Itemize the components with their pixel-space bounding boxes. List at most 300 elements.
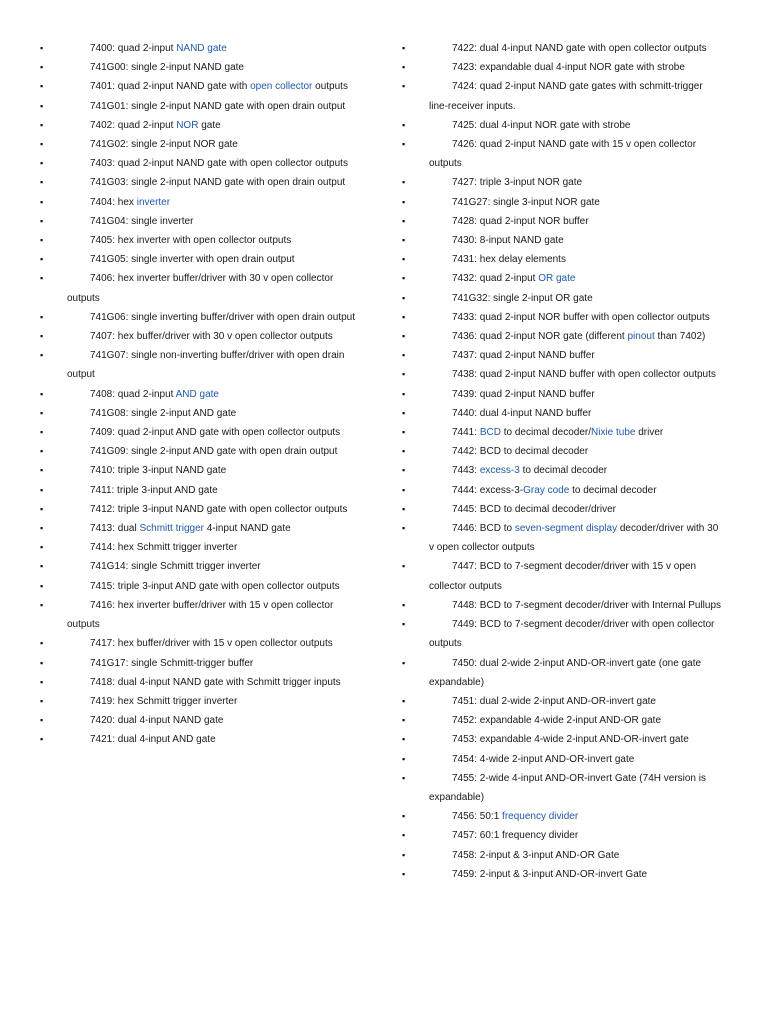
list-item bbox=[402, 58, 722, 77]
bullet-icon: ▪ bbox=[40, 196, 44, 207]
text-run: 741G08: single 2-input AND gate bbox=[90, 407, 237, 419]
list-item bbox=[402, 116, 722, 135]
list-item bbox=[402, 404, 722, 423]
list-item bbox=[40, 58, 360, 77]
list-item-text bbox=[429, 461, 722, 480]
text-run: 7457: 60:1 frequency divider bbox=[452, 830, 579, 842]
list-item bbox=[402, 173, 722, 192]
bullet-icon: ▪ bbox=[402, 503, 406, 514]
list-item bbox=[402, 365, 722, 384]
bullet-icon: ▪ bbox=[40, 407, 44, 418]
list-item-text bbox=[429, 865, 722, 884]
bullet-icon: ▪ bbox=[402, 62, 406, 73]
wiki-link[interactable]: excess-3 bbox=[479, 465, 520, 477]
bullet-icon: ▪ bbox=[40, 465, 44, 476]
list-item-text bbox=[429, 807, 722, 826]
wiki-link[interactable]: BCD bbox=[479, 427, 501, 439]
list-item bbox=[40, 634, 360, 653]
text-run: 7456: 50:1 bbox=[452, 811, 503, 823]
list-item bbox=[402, 519, 722, 557]
bullet-icon: ▪ bbox=[40, 715, 44, 726]
list-item bbox=[402, 557, 722, 595]
list-item-text bbox=[67, 481, 360, 500]
wiki-link[interactable]: frequency divider bbox=[502, 811, 579, 823]
list-item bbox=[402, 39, 722, 58]
bullet-icon: ▪ bbox=[402, 43, 406, 53]
bullet-icon: ▪ bbox=[40, 331, 44, 342]
text-run: 7446: BCD to bbox=[452, 523, 515, 535]
list-item bbox=[402, 308, 722, 327]
text-run: 7406: hex inverter buffer/driver with 30 v open collector outputs bbox=[67, 273, 334, 304]
bullet-icon: ▪ bbox=[40, 139, 44, 150]
list-item bbox=[40, 154, 360, 173]
bullet-icon: ▪ bbox=[40, 676, 44, 687]
bullet-icon: ▪ bbox=[40, 561, 44, 572]
list-item-text bbox=[429, 289, 722, 308]
list-item bbox=[40, 461, 360, 480]
bullet-icon: ▪ bbox=[40, 273, 44, 284]
bullet-icon: ▪ bbox=[402, 177, 406, 188]
text-run: 7431: hex delay elements bbox=[452, 254, 566, 266]
list-item-text bbox=[67, 730, 360, 749]
bullet-icon: ▪ bbox=[402, 350, 406, 361]
list-item-text bbox=[429, 750, 722, 769]
text-run: 7447: BCD to 7-segment decoder/driver with 15 v open collector outputs bbox=[429, 561, 697, 592]
bullet-icon: ▪ bbox=[402, 657, 406, 668]
text-run: 7425: dual 4-input NOR gate with strobe bbox=[452, 119, 631, 131]
text-run: 7438: quad 2-input NAND buffer with open collector outputs bbox=[452, 369, 716, 381]
wiki-link[interactable]: inverter bbox=[136, 196, 171, 208]
bullet-icon: ▪ bbox=[40, 43, 44, 53]
bullet-icon: ▪ bbox=[402, 446, 406, 457]
text-run: 7453: expandable 4-wide 2-input AND-OR-invert gate bbox=[452, 734, 689, 746]
list-item-text bbox=[67, 250, 360, 269]
bullet-icon: ▪ bbox=[40, 580, 44, 591]
list-item-text bbox=[429, 135, 722, 173]
bullet-icon: ▪ bbox=[402, 830, 406, 841]
list-item-text bbox=[67, 442, 360, 461]
list-item-text bbox=[429, 519, 722, 557]
list-item-text bbox=[429, 711, 722, 730]
list-item-text bbox=[67, 692, 360, 711]
list-item bbox=[40, 654, 360, 673]
list-item bbox=[40, 385, 360, 404]
bullet-icon: ▪ bbox=[402, 849, 406, 860]
list-item-text bbox=[67, 231, 360, 250]
list-item-text bbox=[67, 557, 360, 576]
list-item bbox=[40, 250, 360, 269]
text-run: 7449: BCD to 7-segment decoder/driver with open collector outputs bbox=[429, 619, 715, 650]
text-run: 7405: hex inverter with open collector outputs bbox=[90, 235, 292, 247]
bullet-icon: ▪ bbox=[40, 542, 44, 553]
list-item bbox=[402, 269, 722, 288]
list-item bbox=[40, 557, 360, 576]
list-item bbox=[402, 692, 722, 711]
list-item-text bbox=[429, 423, 722, 442]
text-run: 7450: dual 2-wide 2-input AND-OR-invert gate (one gate expandable) bbox=[429, 657, 702, 688]
list-item-text bbox=[67, 654, 360, 673]
wiki-link[interactable]: NAND gate bbox=[176, 43, 227, 54]
list-item-text bbox=[67, 154, 360, 173]
list-item-text bbox=[429, 365, 722, 384]
list-item bbox=[402, 212, 722, 231]
list-item-text bbox=[67, 327, 360, 346]
text-run: 7427: triple 3-input NOR gate bbox=[452, 177, 583, 189]
bullet-icon: ▪ bbox=[402, 254, 406, 265]
bullet-icon: ▪ bbox=[402, 331, 406, 342]
wiki-link[interactable]: NOR bbox=[176, 119, 199, 131]
bullet-icon: ▪ bbox=[40, 254, 44, 265]
bullet-icon: ▪ bbox=[40, 215, 44, 226]
wiki-link[interactable]: Gray code bbox=[523, 484, 570, 496]
text-run: 7430: 8-input NAND gate bbox=[452, 235, 564, 247]
list-item bbox=[402, 327, 722, 346]
list-item bbox=[40, 730, 360, 749]
list-item bbox=[402, 135, 722, 173]
list-item bbox=[40, 212, 360, 231]
list-item-text bbox=[67, 269, 360, 307]
text-run: 7451: dual 2-wide 2-input AND-OR-invert gate bbox=[452, 695, 656, 707]
text-run: 7413: dual bbox=[90, 523, 140, 535]
list-item-text bbox=[429, 327, 722, 346]
list-item-text bbox=[429, 500, 722, 519]
text-run: 7401: quad 2-input NAND gate with bbox=[90, 81, 251, 93]
text-run: 7422: dual 4-input NAND gate with open collector outputs bbox=[452, 43, 707, 54]
list-item-text bbox=[67, 385, 360, 404]
list-item bbox=[40, 519, 360, 538]
text-run: than 7402) bbox=[654, 331, 706, 343]
list-item-text bbox=[429, 442, 722, 461]
text-run: decoder/driver with 30 v open collector outputs bbox=[429, 523, 719, 554]
bullet-icon: ▪ bbox=[40, 62, 44, 73]
bullet-icon: ▪ bbox=[40, 599, 44, 610]
bullet-icon: ▪ bbox=[40, 158, 44, 169]
list-item-text bbox=[67, 461, 360, 480]
text-run: 7417: hex buffer/driver with 15 v open collector outputs bbox=[90, 638, 333, 650]
text-run: 7428: quad 2-input NOR buffer bbox=[452, 215, 589, 227]
text-run: driver bbox=[635, 427, 664, 439]
text-run: 7437: quad 2-input NAND buffer bbox=[452, 350, 595, 362]
text-run: 7426: quad 2-input NAND gate with 15 v open collector outputs bbox=[429, 139, 697, 170]
list-item bbox=[40, 481, 360, 500]
bullet-icon: ▪ bbox=[402, 388, 406, 399]
bullet-icon: ▪ bbox=[402, 292, 406, 303]
list-item-text bbox=[67, 346, 360, 384]
bullet-icon: ▪ bbox=[40, 235, 44, 246]
bullet-icon: ▪ bbox=[402, 811, 406, 822]
text-run: 7441: bbox=[452, 427, 480, 439]
list-item bbox=[40, 711, 360, 730]
list-item-text bbox=[67, 596, 360, 634]
text-run: outputs bbox=[312, 81, 348, 93]
bullet-icon: ▪ bbox=[402, 369, 406, 380]
bullet-icon: ▪ bbox=[40, 81, 44, 92]
left-column-list bbox=[40, 39, 360, 750]
text-run: 7420: dual 4-input NAND gate bbox=[90, 715, 224, 727]
bullet-icon: ▪ bbox=[402, 715, 406, 726]
text-run: 741G00: single 2-input NAND gate bbox=[90, 62, 244, 74]
bullet-icon: ▪ bbox=[40, 503, 44, 514]
list-item-text bbox=[429, 826, 722, 845]
text-run: 7440: dual 4-input NAND buffer bbox=[452, 407, 592, 419]
list-item-text bbox=[429, 654, 722, 692]
list-item bbox=[40, 116, 360, 135]
text-run: to decimal decoder/ bbox=[500, 427, 591, 439]
list-item bbox=[40, 97, 360, 116]
list-item-text bbox=[429, 77, 722, 115]
text-run: 741G03: single 2-input NAND gate with open drain output bbox=[90, 177, 346, 189]
list-item-text bbox=[429, 596, 722, 615]
bullet-icon: ▪ bbox=[402, 273, 406, 284]
list-item-text bbox=[429, 173, 722, 192]
list-item bbox=[402, 750, 722, 769]
text-run: 741G06: single inverting buffer/driver with open drain output bbox=[90, 311, 355, 323]
list-item-text bbox=[429, 846, 722, 865]
text-run: gate bbox=[198, 119, 221, 131]
list-item-text bbox=[67, 97, 360, 116]
list-item bbox=[40, 596, 360, 634]
text-run: 7408: quad 2-input bbox=[90, 388, 176, 400]
text-run: 741G02: single 2-input NOR gate bbox=[90, 139, 238, 151]
list-item-text bbox=[67, 39, 360, 58]
list-item-text bbox=[429, 404, 722, 423]
wiki-link[interactable]: pinout bbox=[627, 331, 655, 343]
text-run: 7418: dual 4-input NAND gate with Schmitt trigger inputs bbox=[90, 676, 341, 688]
list-item bbox=[402, 442, 722, 461]
list-item bbox=[402, 615, 722, 653]
text-run: 7433: quad 2-input NOR buffer with open collector outputs bbox=[452, 311, 710, 323]
text-run: 7455: 2-wide 4-input AND-OR-invert Gate (74H version is expandable) bbox=[429, 772, 706, 803]
list-item-text bbox=[429, 269, 722, 288]
list-item bbox=[402, 846, 722, 865]
list-item bbox=[40, 39, 360, 58]
bullet-icon: ▪ bbox=[402, 599, 406, 610]
bullet-icon: ▪ bbox=[402, 695, 406, 706]
list-item-text bbox=[429, 615, 722, 653]
bullet-icon: ▪ bbox=[402, 772, 406, 783]
bullet-icon: ▪ bbox=[40, 388, 44, 399]
list-item-text bbox=[67, 500, 360, 519]
text-run: 7403: quad 2-input NAND gate with open collector outputs bbox=[90, 158, 348, 170]
text-run: 741G32: single 2-input OR gate bbox=[452, 292, 593, 304]
list-item bbox=[402, 807, 722, 826]
bullet-icon: ▪ bbox=[402, 734, 406, 745]
bullet-icon: ▪ bbox=[40, 100, 44, 111]
list-item bbox=[40, 269, 360, 307]
text-run: 741G09: single 2-input AND gate with open drain output bbox=[90, 446, 338, 458]
text-run: 7419: hex Schmitt trigger inverter bbox=[90, 695, 238, 707]
bullet-icon: ▪ bbox=[402, 235, 406, 246]
list-item-text bbox=[429, 346, 722, 365]
text-run: 7443: bbox=[452, 465, 480, 477]
text-run: 7402: quad 2-input bbox=[90, 119, 177, 131]
list-item bbox=[402, 461, 722, 480]
list-item bbox=[40, 135, 360, 154]
list-item bbox=[40, 173, 360, 192]
list-item bbox=[402, 423, 722, 442]
list-item-text bbox=[67, 135, 360, 154]
bullet-icon: ▪ bbox=[402, 139, 406, 150]
bullet-icon: ▪ bbox=[402, 81, 406, 92]
list-item-text bbox=[429, 212, 722, 231]
bullet-icon: ▪ bbox=[40, 638, 44, 649]
text-run: 7411: triple 3-input AND gate bbox=[90, 484, 218, 496]
list-item bbox=[402, 730, 722, 749]
text-run: 7409: quad 2-input AND gate with open collector outputs bbox=[90, 427, 341, 439]
list-item bbox=[40, 327, 360, 346]
text-run: 7452: expandable 4-wide 2-input AND-OR gate bbox=[452, 715, 662, 727]
text-run: 7448: BCD to 7-segment decoder/driver with Internal Pullups bbox=[452, 599, 722, 611]
bullet-icon: ▪ bbox=[402, 311, 406, 322]
bullet-icon: ▪ bbox=[40, 657, 44, 668]
bullet-icon: ▪ bbox=[40, 427, 44, 438]
bullet-icon: ▪ bbox=[40, 311, 44, 322]
list-item bbox=[402, 289, 722, 308]
list-item bbox=[40, 231, 360, 250]
text-run: 7412: triple 3-input NAND gate with open collector outputs bbox=[90, 503, 348, 515]
right-column-list bbox=[402, 39, 722, 884]
list-item-text bbox=[67, 58, 360, 77]
wiki-link[interactable]: AND gate bbox=[175, 388, 219, 400]
text-run: 4-input NAND gate bbox=[203, 523, 291, 535]
bullet-icon: ▪ bbox=[40, 484, 44, 495]
text-run: 7444: excess-3- bbox=[452, 484, 524, 496]
list-item bbox=[402, 250, 722, 269]
text-run: 7424: quad 2-input NAND gate gates with schmitt-trigger line-receiver inputs. bbox=[429, 81, 703, 112]
wiki-link[interactable]: open collector bbox=[250, 81, 313, 93]
bullet-icon: ▪ bbox=[40, 177, 44, 188]
wiki-link[interactable]: Schmitt trigger bbox=[139, 523, 204, 535]
list-item-text bbox=[67, 634, 360, 653]
text-run: 7416: hex inverter buffer/driver with 15 v open collector outputs bbox=[67, 599, 334, 631]
bullet-icon: ▪ bbox=[40, 119, 44, 130]
text-run: 741G07: single non-inverting buffer/driver with open drain output bbox=[67, 350, 345, 381]
wiki-link[interactable]: seven-segment display bbox=[514, 523, 618, 535]
list-item-text bbox=[429, 481, 722, 500]
list-item-text bbox=[429, 692, 722, 711]
list-item bbox=[402, 231, 722, 250]
list-item bbox=[40, 423, 360, 442]
wiki-link[interactable]: OR gate bbox=[538, 273, 576, 285]
list-item bbox=[402, 481, 722, 500]
list-item-text bbox=[429, 193, 722, 212]
bullet-icon: ▪ bbox=[40, 695, 44, 706]
list-item bbox=[402, 769, 722, 807]
bullet-icon: ▪ bbox=[402, 868, 406, 879]
list-item bbox=[40, 673, 360, 692]
list-item-text bbox=[67, 711, 360, 730]
bullet-icon: ▪ bbox=[402, 753, 406, 764]
list-item bbox=[40, 77, 360, 96]
text-run: 7439: quad 2-input NAND buffer bbox=[452, 388, 595, 400]
list-item-text bbox=[429, 308, 722, 327]
bullet-icon: ▪ bbox=[402, 523, 406, 534]
bullet-icon: ▪ bbox=[402, 215, 406, 226]
list-item-text bbox=[429, 557, 722, 595]
list-item-text bbox=[429, 250, 722, 269]
list-item-text bbox=[67, 173, 360, 192]
list-item-text bbox=[429, 385, 722, 404]
list-item-text bbox=[67, 212, 360, 231]
list-item-text bbox=[67, 538, 360, 557]
list-item bbox=[40, 692, 360, 711]
list-item-text bbox=[67, 423, 360, 442]
list-item bbox=[40, 538, 360, 557]
text-run: 7442: BCD to decimal decoder bbox=[452, 446, 589, 458]
list-item-text bbox=[429, 39, 722, 58]
bullet-icon: ▪ bbox=[402, 196, 406, 207]
list-item-text bbox=[67, 673, 360, 692]
list-item-text bbox=[429, 730, 722, 749]
text-run: 7436: quad 2-input NOR gate (different bbox=[452, 331, 628, 343]
bullet-icon: ▪ bbox=[402, 407, 406, 418]
text-run: 7400: quad 2-input bbox=[90, 43, 177, 54]
list-item bbox=[402, 654, 722, 692]
bullet-icon: ▪ bbox=[402, 484, 406, 495]
list-item bbox=[402, 193, 722, 212]
bullet-icon: ▪ bbox=[402, 119, 406, 130]
list-item-text bbox=[67, 193, 360, 212]
text-run: 7421: dual 4-input AND gate bbox=[90, 734, 216, 746]
text-run: 741G01: single 2-input NAND gate with open drain output bbox=[90, 100, 346, 112]
bullet-icon: ▪ bbox=[402, 561, 406, 572]
list-item bbox=[402, 500, 722, 519]
text-run: 741G14: single Schmitt trigger inverter bbox=[90, 561, 261, 573]
bullet-icon: ▪ bbox=[40, 446, 44, 457]
text-run: 741G27: single 3-input NOR gate bbox=[452, 196, 600, 208]
text-run: 741G17: single Schmitt-trigger buffer bbox=[90, 657, 254, 669]
text-run: 7432: quad 2-input bbox=[452, 273, 539, 285]
list-item-text bbox=[67, 577, 360, 596]
list-item bbox=[40, 442, 360, 461]
list-item bbox=[402, 865, 722, 884]
bullet-icon: ▪ bbox=[40, 523, 44, 534]
list-item-text bbox=[429, 231, 722, 250]
list-item bbox=[40, 193, 360, 212]
list-item bbox=[402, 346, 722, 365]
text-run: to decimal decoder bbox=[569, 484, 657, 496]
text-run: 7410: triple 3-input NAND gate bbox=[90, 465, 227, 477]
text-run: 7459: 2-input & 3-input AND-OR-invert Gate bbox=[452, 868, 648, 880]
text-run: 7415: triple 3-input AND gate with open collector outputs bbox=[90, 580, 340, 592]
list-item bbox=[402, 826, 722, 845]
list-item-text bbox=[67, 116, 360, 135]
text-run: 7404: hex bbox=[90, 196, 137, 208]
list-item-text bbox=[67, 308, 360, 327]
list-item bbox=[402, 596, 722, 615]
list-item bbox=[402, 385, 722, 404]
list-item bbox=[40, 577, 360, 596]
bullet-icon: ▪ bbox=[402, 427, 406, 438]
text-run: to decimal decoder bbox=[519, 465, 608, 477]
bullet-icon: ▪ bbox=[402, 465, 406, 476]
wiki-link[interactable]: Nixie tube bbox=[591, 427, 636, 439]
list-item-text bbox=[67, 77, 360, 96]
bullet-icon: ▪ bbox=[402, 619, 406, 630]
text-run: 741G05: single inverter with open drain output bbox=[90, 254, 295, 266]
list-item-text bbox=[429, 58, 722, 77]
text-run: 741G04: single inverter bbox=[90, 215, 194, 227]
list-item bbox=[40, 346, 360, 384]
list-item bbox=[40, 500, 360, 519]
list-item-text bbox=[429, 116, 722, 135]
list-item bbox=[402, 77, 722, 115]
list-item-text bbox=[429, 769, 722, 807]
list-item bbox=[40, 308, 360, 327]
text-run: 7414: hex Schmitt trigger inverter bbox=[90, 542, 238, 554]
list-item bbox=[40, 404, 360, 423]
list-item bbox=[402, 711, 722, 730]
